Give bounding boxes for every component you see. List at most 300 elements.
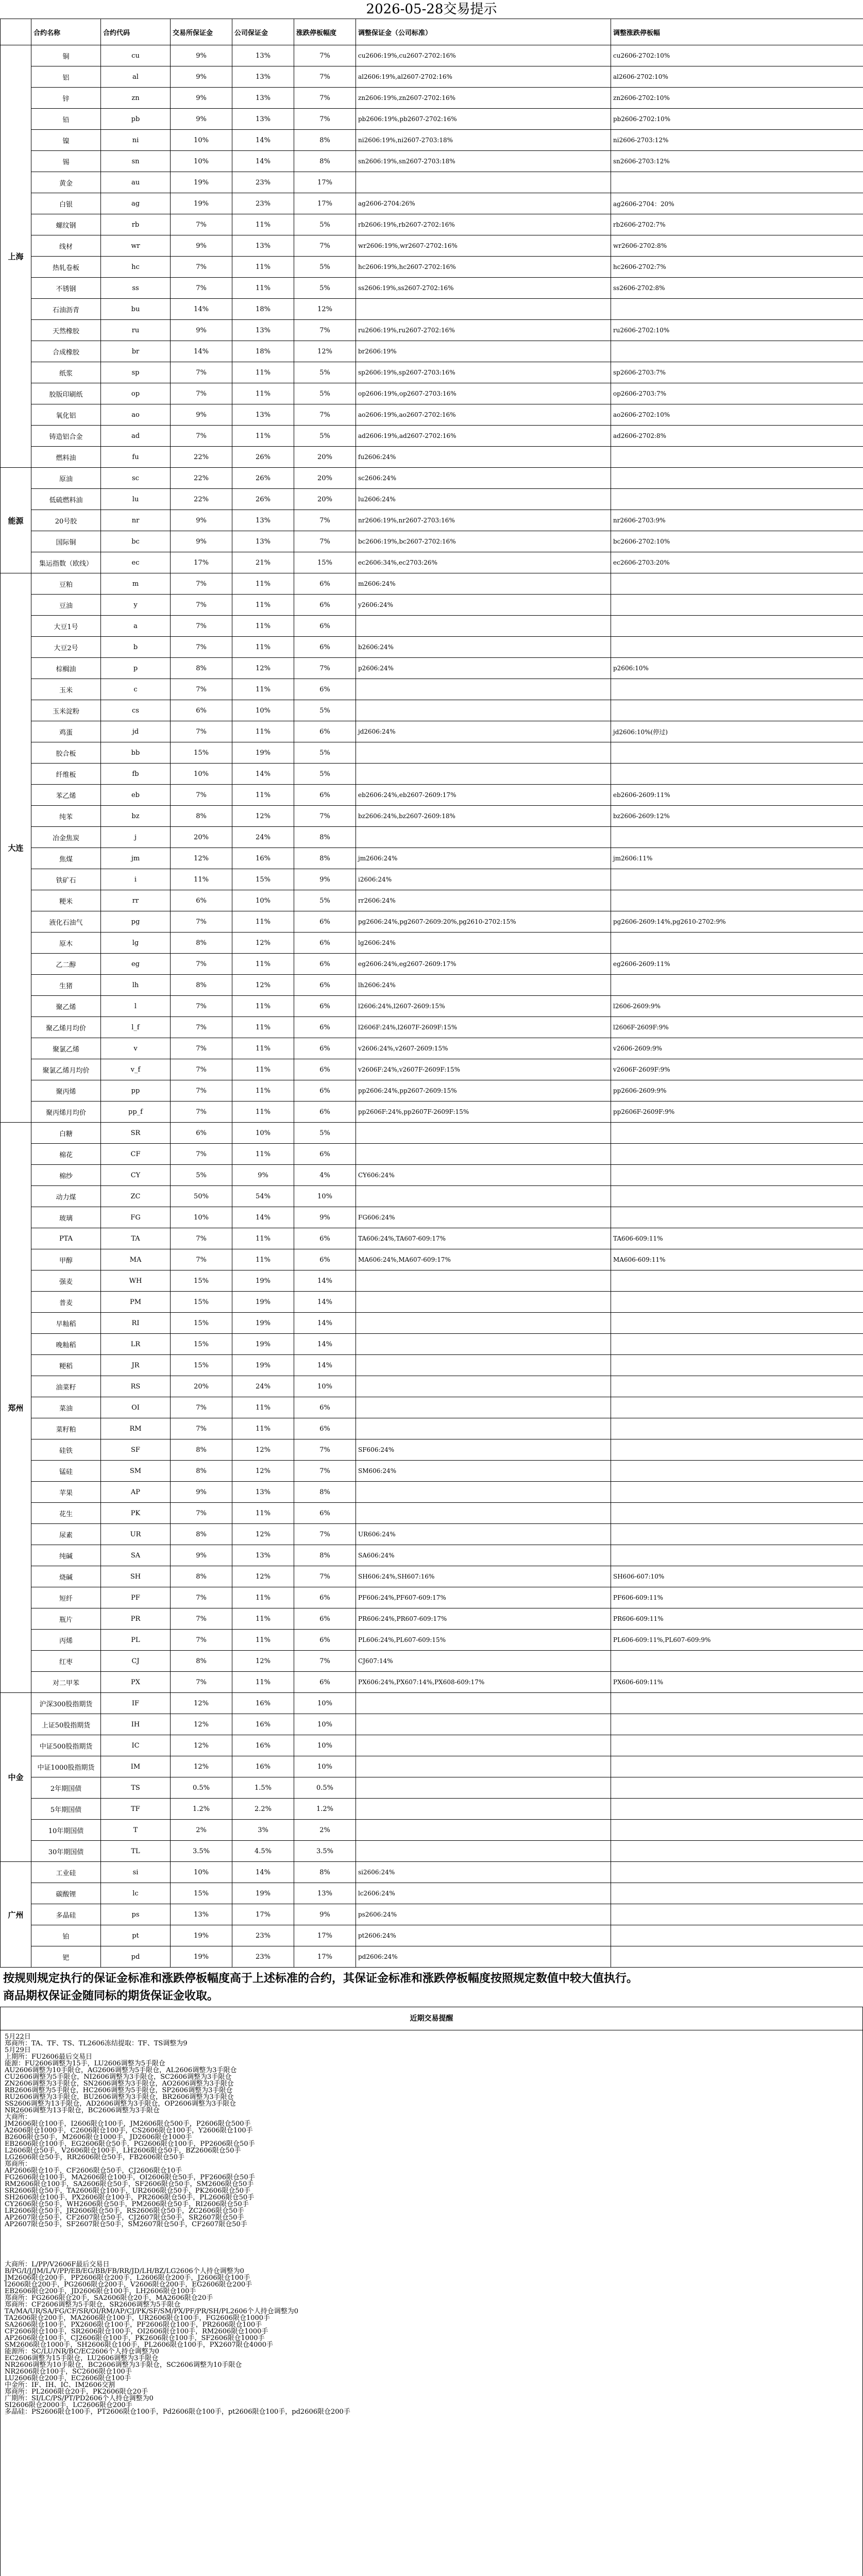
limit-cell: 6% [294, 954, 356, 975]
table-row [1, 1714, 863, 1735]
exchange-margin-cell: 8% [171, 1524, 232, 1545]
company-margin-cell: 19% [232, 1355, 294, 1376]
table-row [1, 404, 863, 426]
adjusted-limit-cell [611, 1904, 863, 1925]
contract-name-cell: 聚丙烯月均价 [31, 1101, 101, 1123]
company-margin-cell: 11% [232, 426, 294, 447]
contract-name-cell: PTA [31, 1228, 101, 1249]
adjusted-limit-cell: hc2606-2702:7% [611, 257, 863, 278]
table-row [1, 1820, 863, 1841]
contract-name-cell: 纸浆 [31, 362, 101, 383]
company-margin-cell: 10% [232, 890, 294, 911]
table-row [1, 193, 863, 214]
contract-code-cell: AP [101, 1482, 171, 1503]
contract-name-cell: 动力煤 [31, 1186, 101, 1207]
exchange-margin-cell: 7% [171, 1038, 232, 1059]
contract-code-cell: sc [101, 468, 171, 489]
contract-name-cell: 豆油 [31, 595, 101, 616]
contract-name-cell: 白银 [31, 193, 101, 214]
exchange-margin-cell: 9% [171, 1545, 232, 1566]
limit-cell: 6% [294, 785, 356, 806]
company-margin-cell: 19% [232, 1270, 294, 1292]
adjusted-limit-cell [611, 742, 863, 764]
limit-cell: 7% [294, 66, 356, 88]
contract-code-cell: ru [101, 320, 171, 341]
limit-cell: 6% [294, 975, 356, 996]
adjusted-margin-cell: lg2606:24% [356, 933, 611, 954]
contract-code-cell: pg [101, 911, 171, 933]
exchange-margin-cell: 22% [171, 489, 232, 510]
exchange-margin-cell: 10% [171, 1862, 232, 1883]
table-row [1, 1672, 863, 1693]
company-margin-cell: 19% [232, 1883, 294, 1904]
adjusted-margin-cell: y2606:24% [356, 595, 611, 616]
contract-code-cell: sn [101, 151, 171, 172]
limit-cell: 8% [294, 848, 356, 869]
company-margin-cell: 16% [232, 1714, 294, 1735]
table-row [1, 383, 863, 404]
table-row [1, 890, 863, 911]
header-company-margin: 公司保证金 [232, 19, 294, 45]
table-row [1, 1756, 863, 1777]
contract-code-cell: PX [101, 1672, 171, 1693]
recent-reminders-title: 近期交易提醒 [1, 2007, 862, 2030]
exchange-margin-cell: 9% [171, 531, 232, 552]
limit-cell: 8% [294, 1862, 356, 1883]
adjusted-limit-cell [611, 1946, 863, 1968]
adjusted-limit-cell [611, 700, 863, 721]
limit-cell: 6% [294, 573, 356, 595]
adjusted-margin-cell: ni2606:19%,ni2607-2703:18% [356, 130, 611, 151]
exchange-margin-cell: 7% [171, 1059, 232, 1080]
adjusted-margin-cell: pd2606:24% [356, 1946, 611, 1968]
contract-code-cell: wr [101, 235, 171, 257]
limit-cell: 6% [294, 679, 356, 700]
table-row [1, 468, 863, 489]
exchange-margin-cell: 6% [171, 890, 232, 911]
contract-name-cell: 丙烯 [31, 1630, 101, 1651]
exchange-margin-cell: 22% [171, 447, 232, 468]
company-margin-cell: 16% [232, 1735, 294, 1756]
contract-code-cell: OI [101, 1397, 171, 1418]
company-margin-cell: 19% [232, 1334, 294, 1355]
contract-code-cell: pt [101, 1925, 171, 1946]
exchange-margin-cell: 8% [171, 658, 232, 679]
adjusted-margin-cell [356, 299, 611, 320]
contract-code-cell: a [101, 616, 171, 637]
company-margin-cell: 18% [232, 341, 294, 362]
adjusted-margin-cell: cu2606:19%,cu2607-2702:16% [356, 45, 611, 66]
limit-cell: 20% [294, 447, 356, 468]
adjusted-margin-cell: i2606:24% [356, 869, 611, 890]
adjusted-limit-cell [611, 1883, 863, 1904]
exchange-cell: 能源 [1, 468, 31, 573]
adjusted-margin-cell: eg2606:24%,eg2607-2609:17% [356, 954, 611, 975]
table-row [1, 742, 863, 764]
contract-name-cell: 合成橡胶 [31, 341, 101, 362]
company-margin-cell: 11% [232, 616, 294, 637]
adjusted-margin-cell: eb2606:24%,eb2607-2609:17% [356, 785, 611, 806]
exchange-cell: 大连 [1, 573, 31, 1123]
contract-name-cell: 花生 [31, 1503, 101, 1524]
adjusted-margin-cell: SF606:24% [356, 1439, 611, 1461]
table-row [1, 1249, 863, 1270]
company-margin-cell: 21% [232, 552, 294, 573]
table-row [1, 954, 863, 975]
company-margin-cell: 11% [232, 637, 294, 658]
adjusted-margin-cell [356, 1334, 611, 1355]
exchange-margin-cell: 0.5% [171, 1777, 232, 1799]
adjusted-margin-cell: rb2606:19%,rb2607-2702:16% [356, 214, 611, 235]
limit-cell: 6% [294, 1587, 356, 1608]
table-row [1, 1799, 863, 1820]
company-margin-cell: 23% [232, 1946, 294, 1968]
contract-name-cell: 工业硅 [31, 1862, 101, 1883]
table-body [1, 45, 863, 1968]
company-margin-cell: 11% [232, 1397, 294, 1418]
adjusted-limit-cell [611, 1756, 863, 1777]
contract-name-cell: 玉米 [31, 679, 101, 700]
adjusted-limit-cell: l2606-2609:9% [611, 996, 863, 1017]
company-margin-cell: 12% [232, 1524, 294, 1545]
company-margin-cell: 11% [232, 214, 294, 235]
adjusted-margin-cell: CY606:24% [356, 1165, 611, 1186]
contract-name-cell: 原油 [31, 468, 101, 489]
contract-code-cell: br [101, 341, 171, 362]
limit-cell: 7% [294, 45, 356, 66]
table-row [1, 1693, 863, 1714]
adjusted-margin-cell [356, 1693, 611, 1714]
limit-cell: 13% [294, 1883, 356, 1904]
adjusted-limit-cell: TA606-609:11% [611, 1228, 863, 1249]
adjusted-margin-cell: pp2606:24%,pp2607-2609:15% [356, 1080, 611, 1101]
limit-cell: 5% [294, 278, 356, 299]
adjusted-limit-cell [611, 1925, 863, 1946]
limit-cell: 5% [294, 214, 356, 235]
exchange-margin-cell: 19% [171, 172, 232, 193]
company-margin-cell: 23% [232, 1925, 294, 1946]
exchange-margin-cell: 9% [171, 1482, 232, 1503]
table-row [1, 827, 863, 848]
adjusted-margin-cell: bc2606:19%,bc2607-2702:16% [356, 531, 611, 552]
table-row [1, 172, 863, 193]
contract-name-cell: 瓶片 [31, 1608, 101, 1630]
adjusted-limit-cell: cu2606-2702:10% [611, 45, 863, 66]
contract-code-cell: PR [101, 1608, 171, 1630]
header-adjusted-limit: 调整涨跌停板幅 [611, 19, 863, 45]
contract-name-cell: 纯碱 [31, 1545, 101, 1566]
notice-text [0, 1968, 863, 2007]
contract-code-cell: TF [101, 1799, 171, 1820]
exchange-margin-cell: 10% [171, 151, 232, 172]
contract-code-cell: si [101, 1862, 171, 1883]
company-margin-cell: 10% [232, 700, 294, 721]
table-row [1, 637, 863, 658]
adjusted-margin-cell [356, 1735, 611, 1756]
adjusted-margin-cell: br2606:19% [356, 341, 611, 362]
adjusted-limit-cell: zn2606-2702:10% [611, 88, 863, 109]
table-row [1, 1186, 863, 1207]
contract-code-cell: SF [101, 1439, 171, 1461]
notice-line: 商品期权保证金随同标的期货保证金收取。 [3, 1989, 219, 2003]
contract-code-cell: RS [101, 1376, 171, 1397]
company-margin-cell: 17% [232, 1904, 294, 1925]
limit-cell: 9% [294, 1904, 356, 1925]
contract-name-cell: 冶金焦炭 [31, 827, 101, 848]
table-row [1, 235, 863, 257]
adjusted-limit-cell [611, 637, 863, 658]
company-margin-cell: 11% [232, 278, 294, 299]
table-row [1, 1059, 863, 1080]
contract-name-cell: 鸡蛋 [31, 721, 101, 742]
adjusted-margin-cell: CJ607:14% [356, 1651, 611, 1672]
contract-code-cell: m [101, 573, 171, 595]
adjusted-limit-cell: sp2606-2703:7% [611, 362, 863, 383]
company-margin-cell: 14% [232, 130, 294, 151]
table-row [1, 1545, 863, 1566]
limit-cell: 17% [294, 1925, 356, 1946]
contract-code-cell: al [101, 66, 171, 88]
adjusted-limit-cell: v2606F-2609F:9% [611, 1059, 863, 1080]
adjusted-margin-cell: op2606:19%,op2607-2703:16% [356, 383, 611, 404]
company-margin-cell: 13% [232, 510, 294, 531]
contract-name-cell: 燃料油 [31, 447, 101, 468]
exchange-margin-cell: 7% [171, 214, 232, 235]
company-margin-cell: 11% [232, 1101, 294, 1123]
table-row [1, 573, 863, 595]
exchange-margin-cell: 5% [171, 1165, 232, 1186]
limit-cell: 12% [294, 341, 356, 362]
table-row [1, 806, 863, 827]
company-margin-cell: 14% [232, 764, 294, 785]
adjusted-limit-cell: ec2606-2703:20% [611, 552, 863, 573]
adjusted-limit-cell [611, 764, 863, 785]
limit-cell: 10% [294, 1376, 356, 1397]
adjusted-limit-cell [611, 595, 863, 616]
contract-code-cell: bz [101, 806, 171, 827]
contract-name-cell: 生猪 [31, 975, 101, 996]
company-margin-cell: 11% [232, 1144, 294, 1165]
adjusted-margin-cell: MA606:24%,MA607-609:17% [356, 1249, 611, 1270]
contract-code-cell: IF [101, 1693, 171, 1714]
adjusted-limit-cell [611, 1207, 863, 1228]
contract-code-cell: ec [101, 552, 171, 573]
table-row [1, 1925, 863, 1946]
recent-reminders-panel [0, 2007, 863, 2576]
table-row [1, 1608, 863, 1630]
company-margin-cell: 11% [232, 954, 294, 975]
company-margin-cell: 19% [232, 742, 294, 764]
contract-code-cell: j [101, 827, 171, 848]
contract-code-cell: UR [101, 1524, 171, 1545]
adjusted-margin-cell: si2606:24% [356, 1862, 611, 1883]
company-margin-cell: 23% [232, 193, 294, 214]
table-row [1, 426, 863, 447]
limit-cell: 12% [294, 299, 356, 320]
adjusted-margin-cell [356, 1777, 611, 1799]
limit-cell: 10% [294, 1693, 356, 1714]
exchange-margin-cell: 15% [171, 1334, 232, 1355]
limit-cell: 7% [294, 1461, 356, 1482]
company-margin-cell: 13% [232, 1545, 294, 1566]
contract-name-cell: 碳酸锂 [31, 1883, 101, 1904]
adjusted-limit-cell [611, 1334, 863, 1355]
contract-name-cell: 锡 [31, 151, 101, 172]
company-margin-cell: 11% [232, 679, 294, 700]
table-row [1, 109, 863, 130]
company-margin-cell: 11% [232, 595, 294, 616]
exchange-margin-cell: 7% [171, 573, 232, 595]
contract-name-cell: 石油沥青 [31, 299, 101, 320]
contract-name-cell: 5年期国债 [31, 1799, 101, 1820]
exchange-margin-cell: 7% [171, 1630, 232, 1651]
exchange-margin-cell: 6% [171, 1123, 232, 1144]
adjusted-margin-cell: lh2606:24% [356, 975, 611, 996]
limit-cell: 8% [294, 151, 356, 172]
table-row [1, 848, 863, 869]
company-margin-cell: 13% [232, 235, 294, 257]
exchange-margin-cell: 15% [171, 1313, 232, 1334]
exchange-margin-cell: 7% [171, 595, 232, 616]
limit-cell: 6% [294, 1249, 356, 1270]
recent-reminders-text: 5月22日 郑商所：TA、TF、TS、TL2606冻结提取：TF、TS调整为9 5月29日 上期所：FU2606最后交易日 能源：FU2606调整为15手，LU2606调整为5手限仓 AU2606调整为10手限仓，AG2606调整为5手限仓，AL2606调整为3手限仓 CU2606调整为5手限仓，NI2606调整为3手限仓，SC2606调整为3手限仓 ZN2606调整为3手限仓，SN2606调整为3手限仓，AO2606调整为3手限仓 RB2606调整为5手限仓，HC2606调整为5手限仓，SP2606调整为3手限仓 RU2606调整为3手限仓，BU2606调整为3手限仓，BR2606调整为3手限仓 SS2606调整为13手限仓，AD2606调整为3手限仓，OP2606调整为3手限仓 NR2606调整为13手限仓，BC2606调整为3手限仓 大商所： JM2606限仓100手，I2606限仓100手，JM2606限仓500手，P2606限仓500手 A2606限仓1000手，C2606限仓100手，CS2606限仓100手，Y2606限仓100手 B2606限仓50手，M2606限仓1000手，JD2606限仓1000手 EB2606限仓100手，EG2606限仓50手，PG2606限仓100手，PP2606限仓50手 L2606限仓50手，V2606限仓100手，LH2606限仓50手，BZ2606限仓50手 LG2606限仓50手，RR2606限仓50手，FB2606限仓50手 郑商所： AP2606限仓10手，CF2606限仓50手，CJ2606限仓10手 FG2606限仓100手，MA2606限仓100手，OI2606限仓50手，PF2606限仓50手 RM2606限仓100手，SA2606限仓50手，SF2606限仓50手，SM2606限仓50手 SR2606限仓50手，TA2606限仓100手，UR2606限仓50手，PK2606限仓50手 SH2606限仓100手，PX2606限仓100手，PR2606限仓50手，PL2606限仓50手 CY2606限仓50手，WH2606限仓50手，PM2606限仓50手，RI2606限仓50手 LR2606限仓50手，JR2606限仓50手，RS2606限仓50手，ZC2606限仓50手 AP2607限仓50手，CF2607限仓50手，CJ2607限仓50手，SR2607限仓50手 AP2607限仓50手，SF2607限仓50手，SM2607限仓50手，CF2607限仓50手 大商所：L/PP/V2606F最后交易日 B/PG/I/J/JM/L/V/PP/EB/EG/BB/FB/RR/JD/LH/BZ/LG2606个人持仓调整为0 JM2606限仓200手，PP2606限仓200手，L2606限仓200手，J2606限仓100手 I2606限仓200手，PG2606限仓200手，V2606限仓200手，EG2606限仓200手 EB2606限仓200手，JD2606限仓100手，LH2606限仓100手 郑商所：FG2606限仓20手，SA2606限仓20手，MA2606限仓20手 郑商所：CF2606调整为5手限仓，SR2606调整为5手限仓 TA/MA/UR/SA/FG/CF/SR/OI/RM/AP/CJ/PK/SF/SM/PX/PF/PR/SH/PL2606个人持仓调整为0 TA2606限仓200手，MA2606限仓100手，UR2606限仓100手，FG2606限仓1000手 SA2606限仓100手，PX2606限仓100手，PF2606限仓100手，PR2606限仓100手 CF2606限仓100手，SR2606限仓100手，OI2606限仓100手，RM2606限仓1000手 AP2606限仓100手，CJ2606限仓100手，PK2606限仓100手，SF2606限仓1000手 SM2606限仓1000手，SH2606限仓100手，PL2606限仓100手，PX2607限仓4000手 能源所：SC/LU/NR/BC/EC2606个人持仓调整为0 EC2606调整为15手限仓，LU2606调整为3手限仓 NR2606调整为10手限仓，BC2606调整为3手限仓，SC2606调整为10手限仓 NR2606限仓100手，SC2606限仓100手 LU2606限仓200手，EC2606限仓100手 中金所：IF、IH、IC、IM2606交割 郑商所：PL2606限仓20手，PK2606限仓20手 广期所：SI/LC/PS/PT/PD2606个人持仓调整为0 SI2606限仓2000手，LC2606限仓200手 多晶硅：PS2606限仓100手，PT2606限仓100手，Pd2606限仓100手，pt2606限仓100手，pd2606限仓200手 [5, 2033, 350, 2416]
adjusted-margin-cell [356, 1292, 611, 1313]
exchange-margin-cell: 15% [171, 1270, 232, 1292]
table-row [1, 151, 863, 172]
limit-cell: 4% [294, 1165, 356, 1186]
company-margin-cell: 4.5% [232, 1841, 294, 1862]
header-exchange-margin: 交易所保证金 [171, 19, 232, 45]
adjusted-margin-cell [356, 1123, 611, 1144]
contract-name-cell: 聚乙烯 [31, 996, 101, 1017]
adjusted-margin-cell [356, 1270, 611, 1292]
contract-name-cell: 聚乙烯月均价 [31, 1017, 101, 1038]
company-margin-cell: 11% [232, 721, 294, 742]
exchange-margin-cell: 8% [171, 1566, 232, 1587]
adjusted-limit-cell [611, 1482, 863, 1503]
exchange-margin-cell: 7% [171, 679, 232, 700]
contract-name-cell: 胶合板 [31, 742, 101, 764]
table-row [1, 299, 863, 320]
exchange-margin-cell: 7% [171, 1418, 232, 1439]
company-margin-cell: 18% [232, 299, 294, 320]
contract-code-cell: RI [101, 1313, 171, 1334]
adjusted-limit-cell: pp2606-2609:9% [611, 1080, 863, 1101]
contract-name-cell: 聚氯乙烯月均价 [31, 1059, 101, 1080]
contract-name-cell: 纤维板 [31, 764, 101, 785]
notice-line: 按规则规定执行的保证金标准和涨跌停板幅度高于上述标准的合约，其保证金标准和涨跌停板幅度按照规定数值中较大值执行。 [3, 1972, 638, 1985]
limit-cell: 7% [294, 235, 356, 257]
company-margin-cell: 16% [232, 1756, 294, 1777]
adjusted-limit-cell: ad2606-2702:8% [611, 426, 863, 447]
adjusted-margin-cell: ec2606:34%,ec2703:26% [356, 552, 611, 573]
table-row [1, 679, 863, 700]
contract-code-cell: v [101, 1038, 171, 1059]
exchange-margin-cell: 17% [171, 552, 232, 573]
limit-cell: 9% [294, 1207, 356, 1228]
adjusted-limit-cell: al2606-2702:10% [611, 66, 863, 88]
table-row [1, 764, 863, 785]
adjusted-limit-cell: bc2606-2702:10% [611, 531, 863, 552]
limit-cell: 6% [294, 1059, 356, 1080]
company-margin-cell: 24% [232, 1376, 294, 1397]
adjusted-margin-cell: SM606:24% [356, 1461, 611, 1482]
table-row [1, 1207, 863, 1228]
company-margin-cell: 12% [232, 933, 294, 954]
limit-cell: 17% [294, 193, 356, 214]
limit-cell: 6% [294, 1101, 356, 1123]
adjusted-limit-cell: eb2606-2609:11% [611, 785, 863, 806]
limit-cell: 7% [294, 109, 356, 130]
exchange-margin-cell: 14% [171, 299, 232, 320]
exchange-margin-cell: 7% [171, 996, 232, 1017]
limit-cell: 6% [294, 1017, 356, 1038]
contract-name-cell: 白糖 [31, 1123, 101, 1144]
contract-code-cell: lh [101, 975, 171, 996]
contract-code-cell: TL [101, 1841, 171, 1862]
adjusted-limit-cell: PL606-609:11%,PL607-609:9% [611, 1630, 863, 1651]
limit-cell: 7% [294, 1566, 356, 1587]
limit-cell: 14% [294, 1270, 356, 1292]
contract-name-cell: 20号胶 [31, 510, 101, 531]
exchange-margin-cell: 7% [171, 383, 232, 404]
table-row [1, 1777, 863, 1799]
limit-cell: 20% [294, 468, 356, 489]
adjusted-limit-cell: wr2606-2702:8% [611, 235, 863, 257]
table-row [1, 1017, 863, 1038]
contract-name-cell: 焦煤 [31, 848, 101, 869]
adjusted-limit-cell [611, 975, 863, 996]
exchange-cell: 广州 [1, 1862, 31, 1968]
adjusted-margin-cell [356, 1756, 611, 1777]
adjusted-limit-cell [611, 1841, 863, 1862]
adjusted-margin-cell: PL606:24%,PL607-609:15% [356, 1630, 611, 1651]
adjusted-limit-cell: jm2606:11% [611, 848, 863, 869]
limit-cell: 6% [294, 933, 356, 954]
exchange-margin-cell: 7% [171, 911, 232, 933]
contract-name-cell: 粳稻 [31, 1355, 101, 1376]
adjusted-limit-cell [611, 489, 863, 510]
table-row [1, 1123, 863, 1144]
exchange-cell: 中金 [1, 1693, 31, 1862]
adjusted-margin-cell: sc2606:24% [356, 468, 611, 489]
company-margin-cell: 13% [232, 531, 294, 552]
exchange-margin-cell: 9% [171, 235, 232, 257]
contract-name-cell: 油菜籽 [31, 1376, 101, 1397]
limit-cell: 14% [294, 1355, 356, 1376]
adjusted-margin-cell [356, 764, 611, 785]
adjusted-margin-cell: ad2606:19%,ad2607-2702:16% [356, 426, 611, 447]
adjusted-limit-cell [611, 1376, 863, 1397]
contract-name-cell: 上证50股指期货 [31, 1714, 101, 1735]
contract-name-cell: 氧化铝 [31, 404, 101, 426]
adjusted-margin-cell: jm2606:24% [356, 848, 611, 869]
adjusted-margin-cell: m2606:24% [356, 573, 611, 595]
table-row [1, 66, 863, 88]
exchange-margin-cell: 6% [171, 700, 232, 721]
company-margin-cell: 11% [232, 362, 294, 383]
limit-cell: 6% [294, 1144, 356, 1165]
limit-cell: 7% [294, 531, 356, 552]
exchange-margin-cell: 3.5% [171, 1841, 232, 1862]
adjusted-limit-cell: PF606-609:11% [611, 1587, 863, 1608]
exchange-margin-cell: 20% [171, 1376, 232, 1397]
limit-cell: 7% [294, 806, 356, 827]
exchange-margin-cell: 15% [171, 1355, 232, 1376]
contract-code-cell: SH [101, 1566, 171, 1587]
exchange-margin-cell: 8% [171, 1651, 232, 1672]
adjusted-margin-cell: PR606:24%,PR607-609:17% [356, 1608, 611, 1630]
